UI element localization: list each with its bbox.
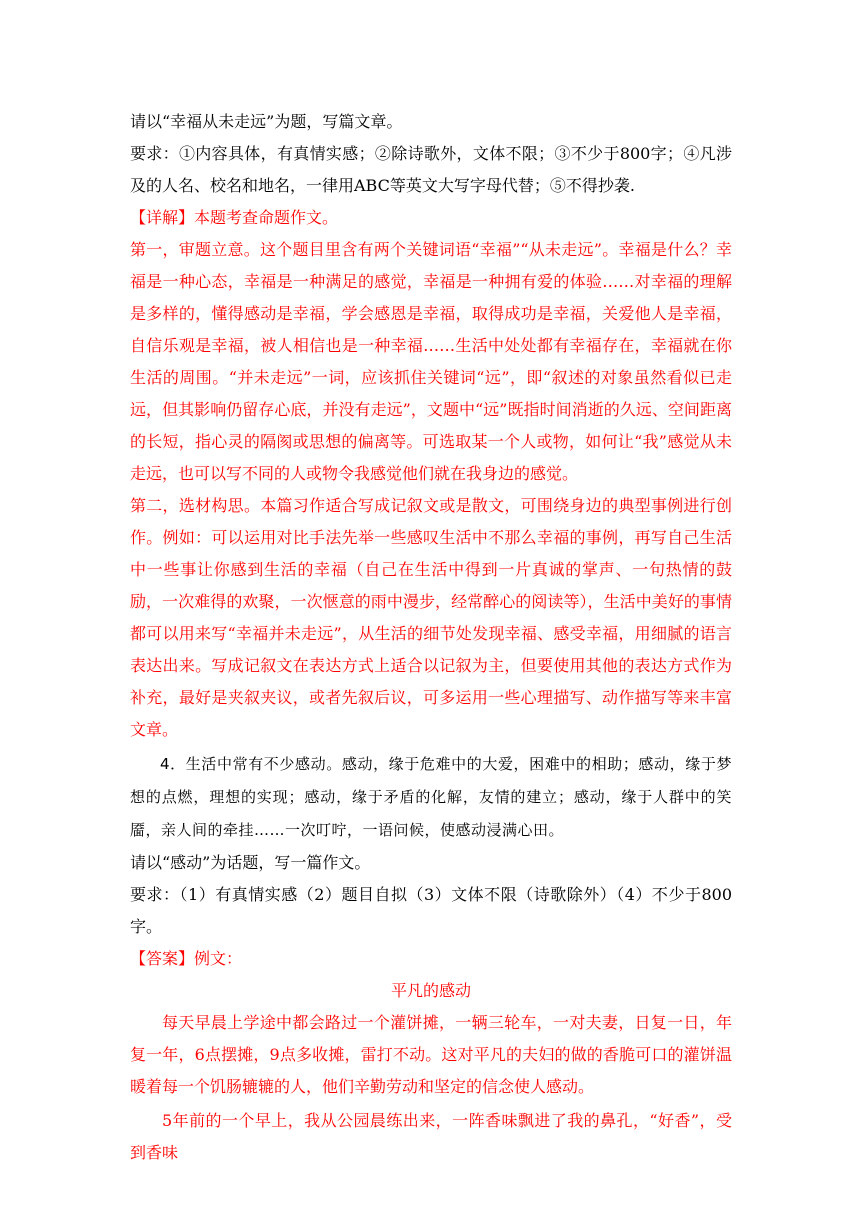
document-body bbox=[130, 106, 732, 1169]
essay-paragraph-1: 每天早晨上学途中都会路过一个灌饼摊，一辆三轮车，一对夫妻，日复一日，年复一年，6点摆摊，9点多收摊，雷打不动。这对平凡的夫妇的做的香脆可口的灌饼温暖着每一个饥肠辘辘的人，他们辛勤劳动和坚定的信念使人感动。 bbox=[130, 1013, 732, 1096]
question-4-text: 4．生活中常有不少感动。感动，缘于危难中的大爱，困难中的相助；感动，缘于梦想的点燃，理想的实现；感动，缘于矛盾的化解，友情的建立；感动，缘于人群中的笑靥，亲人间的牵挂……一次叮咛，一语问候，使感动浸满心田。 bbox=[130, 755, 732, 839]
analysis-label: 【详解】本题考查命题作文。 bbox=[130, 208, 339, 227]
analysis-paragraph-1: 第一，审题立意。这个题目里含有两个关键词语“幸福”“从未走远”。幸福是什么？幸福是一种心态，幸福是一种满足的感觉，幸福是一种拥有爱的体验……对幸福的理解是多样的，懂得感动是幸福，学会感恩是幸福，取得成功是幸福，关爱他人是幸福，自信乐观是幸福，被人相信也是一种幸福……生活中处处都有幸福存在，幸福就在你生活的周围。“并未走远”一词，应该抓住关键词“远”，即“叙述的对象虽然看似已走远，但其影响仍留存心底，并没有走远”，文题中“远”既指时间消逝的久远、空间距离的长短，指心灵的隔阂或思想的偏离等。可选取某一个人或物，如何让“我”感觉从未走远，也可以写不同的人或物令我感觉他们就在我身边的感觉。 bbox=[130, 240, 732, 483]
requirements-1: 要求：①内容具体，有真情实感；②除诗歌外，文体不限；③不少于800字；④凡涉及的人名、校名和地名，一律用ABC等英文大写字母代替；⑤不得抄袭. bbox=[130, 144, 732, 195]
essay-paragraph-2: 5年前的一个早上，我从公园晨练出来，一阵香味飘进了我的鼻孔，“好香”，受到香味 bbox=[130, 1111, 732, 1162]
essay-title: 平凡的感动 bbox=[390, 981, 471, 1000]
answer-label: 【答案】例文： bbox=[130, 949, 243, 968]
prompt-line: 请以“幸福从未走远”为题，写篇文章。 bbox=[130, 112, 403, 131]
analysis-paragraph-2: 第二，选材构思。本篇习作适合写成记叙文或是散文，可围绕身边的典型事例进行创作。例如：可以运用对比手法先举一些感叹生活中不那么幸福的事例，再写自己生活中一些事让你感到生活的幸福（自己在生活中得到一片真诚的掌声、一句热情的鼓励，一次难得的欢聚，一次惬意的雨中漫步，经常醉心的阅读等），生活中美好的事情都可以用来写“幸福并未走远”，从生活的细节处发现幸福、感受幸福，用细腻的语言表达出来。写成记叙文在表达方式上适合以记叙为主，但要使用其他的表达方式作为补充，最好是夹叙夹议，或者先叙后议，可多运用一些心理描写、动作描写等来丰富文章。 bbox=[130, 496, 732, 739]
question-4-prompt: 请以“感动”为话题，写一篇作文。 bbox=[130, 853, 371, 872]
question-4-requirements: 要求：（1）有真情实感（2）题目自拟（3）文体不限（诗歌除外）（4）不少于800字。 bbox=[130, 885, 732, 936]
